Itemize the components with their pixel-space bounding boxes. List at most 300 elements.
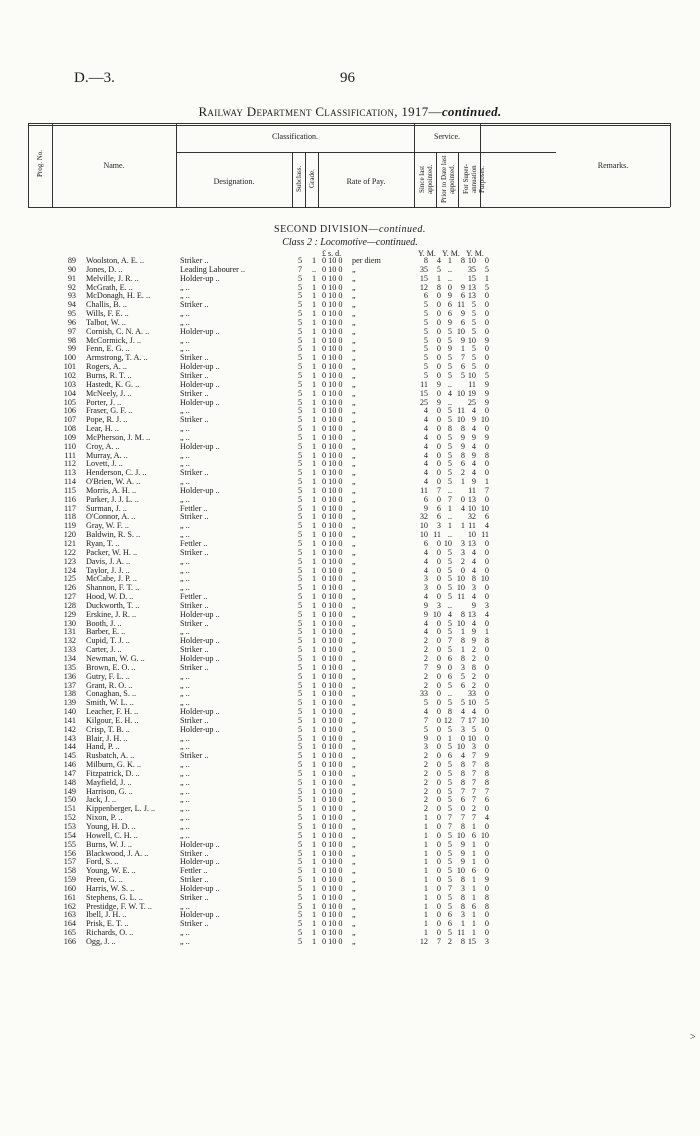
designation: „ ..	[180, 477, 190, 487]
rate-unit: „	[352, 406, 356, 416]
service-value: 0	[460, 733, 465, 743]
employee-name: Carter, J. ..	[86, 645, 122, 655]
service-value: 5	[423, 353, 428, 363]
grade: 1	[311, 494, 317, 504]
employee-name: Fraser, G. F. ..	[86, 406, 133, 416]
service-value: 2	[423, 645, 428, 655]
rate-unit: „	[352, 671, 356, 681]
designation: Leading Labourer ..	[180, 264, 246, 274]
rate-unit: „	[352, 600, 356, 610]
service-value: 5	[471, 309, 476, 319]
designation: Fettler ..	[180, 592, 208, 602]
employee-name: Parker, J. J. L. ..	[86, 494, 139, 504]
service-value: 9	[471, 477, 476, 487]
service-value: 33	[467, 689, 476, 699]
rate-unit: „	[352, 742, 356, 752]
service-value: ..	[447, 530, 452, 540]
rate-unit: „	[352, 751, 356, 761]
service-value: 10	[432, 609, 441, 619]
service-value: 7	[471, 813, 476, 823]
service-value: 0	[484, 724, 489, 734]
service-value: 3	[460, 724, 465, 734]
service-value: 7	[471, 777, 476, 787]
service-value: 11	[457, 406, 465, 416]
subclass: 5	[297, 645, 303, 655]
row-number: 103	[63, 379, 76, 389]
rate-unit: „	[352, 353, 356, 363]
service-value: 1	[423, 919, 428, 929]
row-number: 155	[63, 839, 76, 849]
rate-of-pay: 0 10 0	[322, 724, 343, 734]
rate-unit: „	[352, 892, 356, 902]
service-value: 7	[471, 786, 476, 796]
service-value: 1	[447, 503, 452, 513]
rate-unit: „	[352, 592, 356, 602]
service-value: 9	[484, 379, 489, 389]
rate-unit: „	[352, 698, 356, 708]
service-value: 10	[467, 698, 476, 708]
rate-unit: „	[352, 910, 356, 920]
rate-unit: „	[352, 662, 356, 672]
service-value: 10	[456, 583, 465, 593]
service-value: ..	[447, 485, 452, 495]
rate-of-pay: 0 10 0	[322, 592, 343, 602]
service-value: 4	[436, 256, 441, 265]
service-value: 4	[423, 618, 428, 628]
grade: 1	[311, 583, 317, 593]
rate-unit: „	[352, 901, 356, 911]
name-header: Name.	[103, 161, 125, 170]
designation: „ ..	[180, 521, 190, 531]
service-value: 1	[423, 910, 428, 920]
service-value: 5	[423, 309, 428, 319]
service-value: 10	[443, 539, 452, 548]
rate-of-pay: 0 10 0	[322, 370, 343, 380]
service-value: 4	[423, 477, 428, 487]
service-value: 4	[471, 424, 476, 434]
grade: 1	[311, 521, 317, 531]
subclass: 5	[297, 424, 303, 434]
service-value: 2	[423, 671, 428, 681]
grade: 1	[311, 680, 317, 690]
designation: „ ..	[180, 777, 190, 787]
row-number: 122	[63, 547, 76, 557]
row-number: 139	[63, 698, 76, 708]
subclass: 5	[297, 415, 303, 425]
grade: 1	[311, 397, 317, 407]
subclass: 5	[297, 512, 303, 522]
service-value: 0	[484, 919, 489, 929]
grade: 1	[311, 768, 317, 778]
service-value: 6	[447, 910, 452, 920]
grade-header: Grade.	[308, 169, 316, 189]
service-value: 8	[447, 424, 452, 434]
service-value: 4	[484, 813, 489, 823]
service-value: 9	[447, 344, 452, 354]
row-number: 160	[63, 883, 76, 893]
designation: „ ..	[180, 282, 190, 292]
designation: „ ..	[180, 768, 190, 778]
grade: 1	[311, 370, 317, 380]
designation: „ ..	[180, 795, 190, 805]
designation: Striker ..	[180, 848, 209, 858]
designation: Holder-up ..	[180, 485, 220, 495]
rate-of-pay: 0 10 0	[322, 936, 343, 946]
service-value: 1	[423, 857, 428, 867]
service-value: 5	[447, 547, 452, 557]
rate-unit: „	[352, 459, 356, 469]
rate-of-pay: 0 10 0	[322, 565, 343, 575]
service-value: 0	[436, 883, 441, 893]
service-value: 9	[471, 600, 476, 610]
grade: 1	[311, 636, 317, 646]
subclass: 5	[297, 565, 303, 575]
service-value: 8	[460, 936, 465, 946]
service-value: 1	[423, 830, 428, 840]
designation: „ ..	[180, 309, 190, 319]
designation: Striker ..	[180, 512, 209, 522]
service-value: ..	[447, 273, 452, 283]
rate-of-pay: 0 10 0	[322, 539, 343, 548]
rate-unit: „	[352, 326, 356, 336]
row-number: 156	[63, 848, 76, 858]
service-value: ..	[447, 397, 452, 407]
service-value: 6	[447, 671, 452, 681]
designation: Holder-up ..	[180, 724, 220, 734]
service-value: 19	[467, 388, 476, 398]
service-value: 5	[460, 698, 465, 708]
service-value: 15	[467, 273, 476, 283]
row-number: 110	[64, 441, 76, 451]
rate-unit: „	[352, 300, 356, 310]
employee-name: Barber, E. ..	[86, 627, 126, 637]
employee-name: Hood, W. D. ..	[86, 592, 134, 602]
service-value: 0	[436, 645, 441, 655]
rate-unit: „	[352, 830, 356, 840]
designation: Holder-up ..	[180, 707, 220, 717]
rate-unit: „	[352, 804, 356, 814]
rate-unit: „	[352, 539, 356, 548]
subclass: 5	[297, 468, 303, 478]
service-value: 5	[484, 698, 489, 708]
rate-unit: „	[352, 653, 356, 663]
service-value: 10	[419, 521, 428, 531]
service-value: 1	[423, 813, 428, 823]
designation: Striker ..	[180, 415, 209, 425]
rate-of-pay: 0 10 0	[322, 503, 343, 513]
service-value: 3	[460, 662, 465, 672]
employee-name: Ford, S. ..	[86, 857, 119, 867]
remarks-header: Remarks.	[597, 161, 629, 170]
rate-unit: „	[352, 291, 356, 301]
rate-unit: „	[352, 273, 356, 283]
ym-units-since: Y. M.	[418, 249, 436, 258]
service-value: 0	[436, 777, 441, 787]
service-value: 5	[447, 830, 452, 840]
service-value: 0	[436, 618, 441, 628]
subclass: 5	[297, 477, 303, 487]
service-value: 11	[468, 379, 476, 389]
grade: 1	[311, 353, 317, 363]
row-number: 106	[63, 406, 76, 416]
service-value: 6	[423, 291, 428, 301]
service-value: ..	[447, 512, 452, 522]
employee-name: Duckworth, T. ..	[86, 600, 140, 610]
subclass: 5	[297, 388, 303, 398]
service-value: 5	[447, 556, 452, 566]
service-value: 5	[447, 627, 452, 637]
service-value: 1	[471, 883, 476, 893]
service-value: 7	[423, 662, 428, 672]
service-value: 0	[484, 459, 489, 469]
rate-of-pay: 0 10 0	[322, 485, 343, 495]
grade: 1	[311, 919, 317, 929]
employee-name: Baldwin, R. S. ..	[86, 530, 141, 540]
service-value: 9	[460, 309, 465, 319]
service-value: 1	[423, 883, 428, 893]
subclass: 5	[297, 928, 303, 938]
service-value: 4	[460, 707, 465, 717]
employee-name: Gutry, F. L. ..	[86, 671, 130, 681]
service-value: 9	[460, 432, 465, 442]
employee-name: Richards, O. ..	[86, 928, 134, 938]
service-value: 0	[436, 892, 441, 902]
rate-of-pay: 0 10 0	[322, 919, 343, 929]
designation: „ ..	[180, 928, 190, 938]
employee-name: Taylor, J. J. ..	[86, 565, 130, 575]
rate-unit: „	[352, 583, 356, 593]
grade: 1	[311, 804, 317, 814]
service-value: 11	[468, 485, 476, 495]
service-value: 0	[484, 326, 489, 336]
service-value: 4	[423, 707, 428, 717]
service-value: 1	[460, 344, 465, 354]
rate-of-pay: 0 10 0	[322, 707, 343, 717]
service-value: 5	[471, 326, 476, 336]
service-value: 4	[423, 450, 428, 460]
row-number: 118	[64, 512, 76, 522]
employee-name: Harrison, G. ..	[86, 786, 133, 796]
service-value: 0	[436, 653, 441, 663]
service-value: 2	[423, 751, 428, 761]
row-number: 164	[63, 919, 76, 929]
service-value: 0	[436, 432, 441, 442]
service-value: 6	[460, 795, 465, 805]
grade: 1	[311, 724, 317, 734]
rate-of-pay: 0 10 0	[322, 768, 343, 778]
service-value: 0	[484, 839, 489, 849]
service-value: 5	[447, 450, 452, 460]
grade: 1	[311, 618, 317, 628]
service-value: 10	[456, 618, 465, 628]
grade: ..	[311, 264, 317, 274]
service-value: 5	[436, 264, 441, 274]
service-value: 0	[484, 618, 489, 628]
service-value: 0	[436, 300, 441, 310]
service-value: 10	[467, 503, 476, 513]
grade: 1	[311, 485, 317, 495]
service-value: 0	[484, 883, 489, 893]
service-value: 13	[467, 282, 476, 292]
employee-name: Packer, W. H. ..	[86, 547, 138, 557]
service-value: 12	[443, 715, 452, 725]
service-value: 0	[436, 424, 441, 434]
employee-name: Armstrong, T. A. ..	[86, 353, 148, 363]
designation: „ ..	[180, 344, 190, 354]
row-number: 89	[67, 256, 76, 265]
rate-unit: „	[352, 335, 356, 345]
service-value: 5	[447, 468, 452, 478]
rate-of-pay: 0 10 0	[322, 689, 343, 699]
designation: „ ..	[180, 556, 190, 566]
employee-name: Young, H. D. ..	[86, 822, 136, 831]
service-value: 9	[447, 291, 452, 301]
service-value: 5	[447, 574, 452, 584]
service-value: 6	[484, 795, 489, 805]
since-last-header: Since last appointed.	[418, 164, 434, 194]
employee-name: McCormick, J. ..	[86, 335, 142, 345]
grade: 1	[311, 406, 317, 416]
service-value: 2	[471, 653, 476, 663]
rate-of-pay: 0 10 0	[322, 521, 343, 531]
service-value: 5	[447, 742, 452, 752]
row-number: 135	[63, 662, 76, 672]
service-value: 0	[436, 459, 441, 469]
designation: Striker ..	[180, 715, 209, 725]
service-value: 1	[423, 822, 428, 831]
service-value: 5	[447, 335, 452, 345]
row-number: 108	[63, 424, 76, 434]
service-value: 5	[471, 344, 476, 354]
subclass: 5	[297, 875, 303, 885]
service-value: 6	[436, 503, 441, 513]
service-value: 10	[456, 326, 465, 336]
designation: „ ..	[180, 822, 190, 831]
rate-unit: „	[352, 777, 356, 787]
rate-of-pay: 0 10 0	[322, 494, 343, 504]
service-value: 8	[471, 574, 476, 584]
service-value: 1	[423, 875, 428, 885]
rate-of-pay: 0 10 0	[322, 300, 343, 310]
designation: „ ..	[180, 459, 190, 469]
row-number: 132	[63, 636, 76, 646]
service-value: 9	[471, 450, 476, 460]
rate-of-pay: 0 10 0	[322, 397, 343, 407]
designation: Holder-up ..	[180, 379, 220, 389]
row-number: 138	[63, 689, 76, 699]
subclass: 5	[297, 273, 303, 283]
service-value: 8	[460, 256, 465, 265]
service-value: 10	[467, 370, 476, 380]
grade: 1	[311, 424, 317, 434]
rate-unit: „	[352, 344, 356, 354]
rate-of-pay: 0 10 0	[322, 875, 343, 885]
employee-name: McGrath, E. ..	[86, 282, 133, 292]
service-value: 4	[447, 609, 452, 619]
subclass: 5	[297, 636, 303, 646]
employee-name: Ibell, J. H. ..	[86, 910, 127, 920]
service-value: 4	[471, 441, 476, 451]
rate-of-pay: 0 10 0	[322, 335, 343, 345]
service-value: 13	[467, 609, 476, 619]
subclass: 5	[297, 653, 303, 663]
subclass: 5	[297, 822, 303, 831]
employee-name: Lear, H. ..	[86, 424, 119, 434]
employee-name: Prisk, E. T. ..	[86, 919, 129, 929]
service-value: 3	[436, 600, 441, 610]
service-value: 3	[460, 547, 465, 557]
grade: 1	[311, 795, 317, 805]
rate-of-pay: 0 10 0	[322, 839, 343, 849]
rate-unit: „	[352, 441, 356, 451]
row-number: 142	[63, 724, 76, 734]
designation: „ ..	[180, 786, 190, 796]
prog-no-header: Prog. No.	[36, 149, 44, 177]
service-value: 0	[436, 742, 441, 752]
rate-of-pay: 0 10 0	[322, 556, 343, 566]
grade: 1	[311, 282, 317, 292]
service-value: 0	[484, 680, 489, 690]
rate-unit: „	[352, 450, 356, 460]
employee-name: Croy, A. ..	[86, 441, 120, 451]
service-value: 1	[423, 839, 428, 849]
employee-name: Hastedt, K. G. ..	[86, 379, 140, 389]
employee-name: Prestidge, F. W. T. ..	[86, 901, 152, 911]
subclass: 5	[297, 309, 303, 319]
service-value: 5	[447, 892, 452, 902]
row-number: 105	[63, 397, 76, 407]
service-value: 3	[436, 521, 441, 531]
rate-of-pay: 0 10 0	[322, 795, 343, 805]
service-value: 25	[419, 397, 428, 407]
designation: Holder-up ..	[180, 883, 220, 893]
designation: „ ..	[180, 574, 190, 584]
service-value: 6	[447, 919, 452, 929]
subclass: 5	[297, 459, 303, 469]
row-number: 149	[63, 786, 76, 796]
rate-of-pay: 0 10 0	[322, 662, 343, 672]
service-value: 0	[436, 344, 441, 354]
service-value: 6	[460, 680, 465, 690]
service-value: 0	[484, 547, 489, 557]
rate-unit: „	[352, 724, 356, 734]
service-value: 0	[484, 866, 489, 876]
designation: Fettler ..	[180, 539, 208, 548]
employee-name: Jones, D. ..	[86, 264, 123, 274]
row-number: 123	[63, 556, 76, 566]
service-value: 1	[423, 901, 428, 911]
service-value: 4	[471, 707, 476, 717]
rate-of-pay: 0 10 0	[322, 574, 343, 584]
designation: „ ..	[180, 291, 190, 301]
employee-name: Burns, W. J. ..	[86, 839, 132, 849]
grade: 1	[311, 901, 317, 911]
service-value: 1	[460, 645, 465, 655]
service-value: 10	[467, 733, 476, 743]
rate-unit: „	[352, 875, 356, 885]
service-value: 9	[423, 503, 428, 513]
designation: „ ..	[180, 760, 190, 770]
service-value: 1	[484, 627, 489, 637]
service-value: 4	[423, 441, 428, 451]
service-value: 4	[423, 406, 428, 416]
rate-of-pay: 0 10 0	[322, 848, 343, 858]
designation: Holder-up ..	[180, 910, 220, 920]
rate-unit: „	[352, 309, 356, 319]
employee-name: Ogg, J. ..	[86, 936, 116, 946]
rate-unit: „	[352, 760, 356, 770]
service-value: 7	[471, 795, 476, 805]
